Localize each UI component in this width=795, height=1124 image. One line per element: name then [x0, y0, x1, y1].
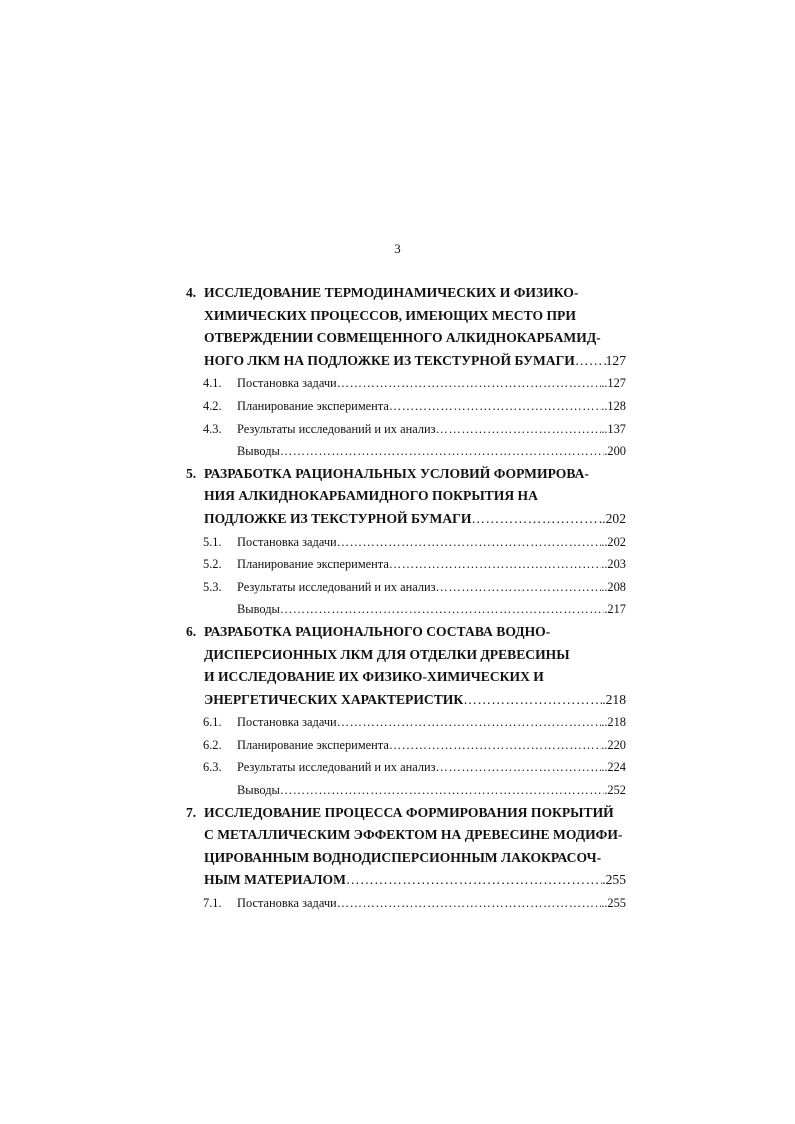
- chapter-title-line: С МЕТАЛЛИЧЕСКИМ ЭФФЕКТОМ НА ДРЕВЕСИНЕ МОДИФИ-: [204, 827, 623, 843]
- toc-chapter-4[interactable]: [186, 282, 626, 372]
- dot-leader: [337, 892, 602, 915]
- section-title: Результаты исследований и их анализ: [237, 579, 436, 594]
- chapter-title-line: РАЗРАБОТКА РАЦИОНАЛЬНОГО СОСТАВА ВОДНО-: [204, 623, 551, 639]
- chapter-number: 4.: [186, 285, 197, 300]
- dot-leader: [436, 756, 602, 779]
- chapter-title-line: ИССЛЕДОВАНИЕ ПРОЦЕССА ФОРМИРОВАНИЯ ПОКРЫТИЙ: [204, 804, 614, 820]
- dot-leader: [337, 711, 602, 734]
- dot-leader: [575, 350, 606, 373]
- section-page: ..208: [601, 579, 626, 594]
- toc-section-item[interactable]: [186, 372, 626, 395]
- dot-leader: [389, 734, 601, 757]
- dot-leader: [280, 779, 604, 802]
- toc-section-item[interactable]: [186, 553, 626, 576]
- section-number: 6.3.: [203, 760, 222, 775]
- section-title: Результаты исследований и их анализ: [237, 760, 436, 775]
- section-page: ..127: [601, 376, 626, 391]
- chapter-title-line: ХИМИЧЕСКИХ ПРОЦЕССОВ, ИМЕЮЩИХ МЕСТО ПРИ: [204, 307, 576, 323]
- dot-leader: [280, 598, 604, 621]
- chapter-title-line: ИССЛЕДОВАНИЕ ТЕРМОДИНАМИЧЕСКИХ И ФИЗИКО-: [204, 285, 579, 300]
- table-of-contents: [186, 282, 626, 915]
- section-page: ..224: [601, 760, 626, 775]
- dot-leader: [389, 395, 601, 418]
- dot-leader: [436, 576, 602, 599]
- chapter-title-line: ПОДЛОЖКЕ ИЗ ТЕКСТУРНОЙ БУМАГИ: [204, 510, 472, 526]
- section-number: 4.1.: [203, 376, 222, 391]
- chapter-title-line: ЦИРОВАННЫМ ВОДНОДИСПЕРСИОННЫМ ЛАКОКРАСОЧ-: [204, 849, 602, 865]
- section-number: 6.1.: [203, 715, 222, 730]
- section-page: ..202: [601, 534, 626, 549]
- dot-leader: [337, 531, 602, 554]
- dot-leader: [346, 869, 602, 892]
- chapter-title-line: РАЗРАБОТКА РАЦИОНАЛЬНЫХ УСЛОВИЙ ФОРМИРОВА-: [204, 465, 589, 481]
- section-title: Планирование эксперимента: [237, 737, 389, 752]
- section-number: 4.2.: [203, 398, 222, 413]
- dot-leader: [389, 553, 601, 576]
- section-number: 5.1.: [203, 534, 222, 549]
- toc-section-item[interactable]: [186, 892, 626, 915]
- chapter-number: 5.: [186, 465, 197, 481]
- dot-leader: [436, 418, 602, 441]
- section-title: Постановка задачи: [237, 534, 337, 549]
- chapter-title-line: И ИССЛЕДОВАНИЕ ИХ ФИЗИКО-ХИМИЧЕСКИХ И: [204, 669, 544, 685]
- chapter-page: ..202: [598, 510, 626, 526]
- dot-leader: [280, 440, 604, 463]
- section-title: Результаты исследований и их анализ: [237, 421, 436, 436]
- section-title: Постановка задачи: [237, 715, 337, 730]
- section-title: Планирование эксперимента: [237, 557, 389, 572]
- toc-section-item[interactable]: [186, 734, 626, 757]
- section-page: ..218: [601, 715, 626, 730]
- dot-leader: [471, 508, 598, 531]
- section-page: .252: [604, 783, 626, 798]
- section-number: 6.2.: [203, 737, 222, 752]
- chapter-title-line: НИЯ АЛКИДНОКАРБАМИДНОГО ПОКРЫТИЯ НА: [204, 488, 538, 504]
- chapter-page: .255: [602, 872, 626, 888]
- section-title: Выводы: [237, 602, 280, 617]
- chapter-page: .218: [602, 691, 626, 707]
- chapter-title-line: ДИСПЕРСИОННЫХ ЛКМ ДЛЯ ОТДЕЛКИ ДРЕВЕСИНЫ: [204, 646, 570, 662]
- section-page: ..203: [601, 557, 626, 572]
- page-number: 3: [394, 241, 401, 256]
- section-title: Постановка задачи: [237, 376, 337, 391]
- dot-leader: [337, 372, 602, 395]
- chapter-number: 6.: [186, 623, 197, 639]
- section-number: 5.2.: [203, 557, 222, 572]
- toc-section-item[interactable]: [186, 711, 626, 734]
- toc-section-item[interactable]: [186, 531, 626, 554]
- section-page: .217: [604, 602, 626, 617]
- section-page: ..128: [601, 398, 626, 413]
- toc-conclusions-item[interactable]: [186, 598, 626, 621]
- section-title: Выводы: [237, 783, 280, 798]
- section-page: ..255: [601, 896, 626, 911]
- section-title: Постановка задачи: [237, 896, 337, 911]
- section-number: 4.3.: [203, 421, 222, 436]
- toc-section-item[interactable]: [186, 756, 626, 779]
- toc-chapter-5[interactable]: [186, 463, 626, 531]
- toc-chapter-6[interactable]: [186, 621, 626, 711]
- section-number: 7.1.: [203, 896, 222, 911]
- toc-conclusions-item[interactable]: [186, 440, 626, 463]
- chapter-number: 7.: [186, 804, 197, 820]
- section-page: ..137: [601, 421, 626, 436]
- toc-chapter-7[interactable]: [186, 802, 626, 892]
- toc-section-item[interactable]: [186, 576, 626, 599]
- section-page: .200: [604, 444, 626, 459]
- chapter-page: 127: [605, 352, 626, 368]
- toc-conclusions-item[interactable]: [186, 779, 626, 802]
- toc-section-item[interactable]: [186, 395, 626, 418]
- toc-section-item[interactable]: [186, 418, 626, 441]
- section-title: Выводы: [237, 444, 280, 459]
- section-title: Планирование эксперимента: [237, 398, 389, 413]
- chapter-title-line: НОГО ЛКМ НА ПОДЛОЖКЕ ИЗ ТЕКСТУРНОЙ БУМАГИ: [204, 352, 575, 368]
- dot-leader: [463, 689, 602, 712]
- chapter-title-line: ЭНЕРГЕТИЧЕСКИХ ХАРАКТЕРИСТИК: [204, 691, 464, 707]
- chapter-title-line: ОТВЕРЖДЕНИИ СОВМЕЩЕННОГО АЛКИДНОКАРБАМИД-: [204, 330, 601, 346]
- section-number: 5.3.: [203, 579, 222, 594]
- section-page: ..220: [601, 737, 626, 752]
- chapter-title-line: НЫМ МАТЕРИАЛОМ: [204, 872, 346, 888]
